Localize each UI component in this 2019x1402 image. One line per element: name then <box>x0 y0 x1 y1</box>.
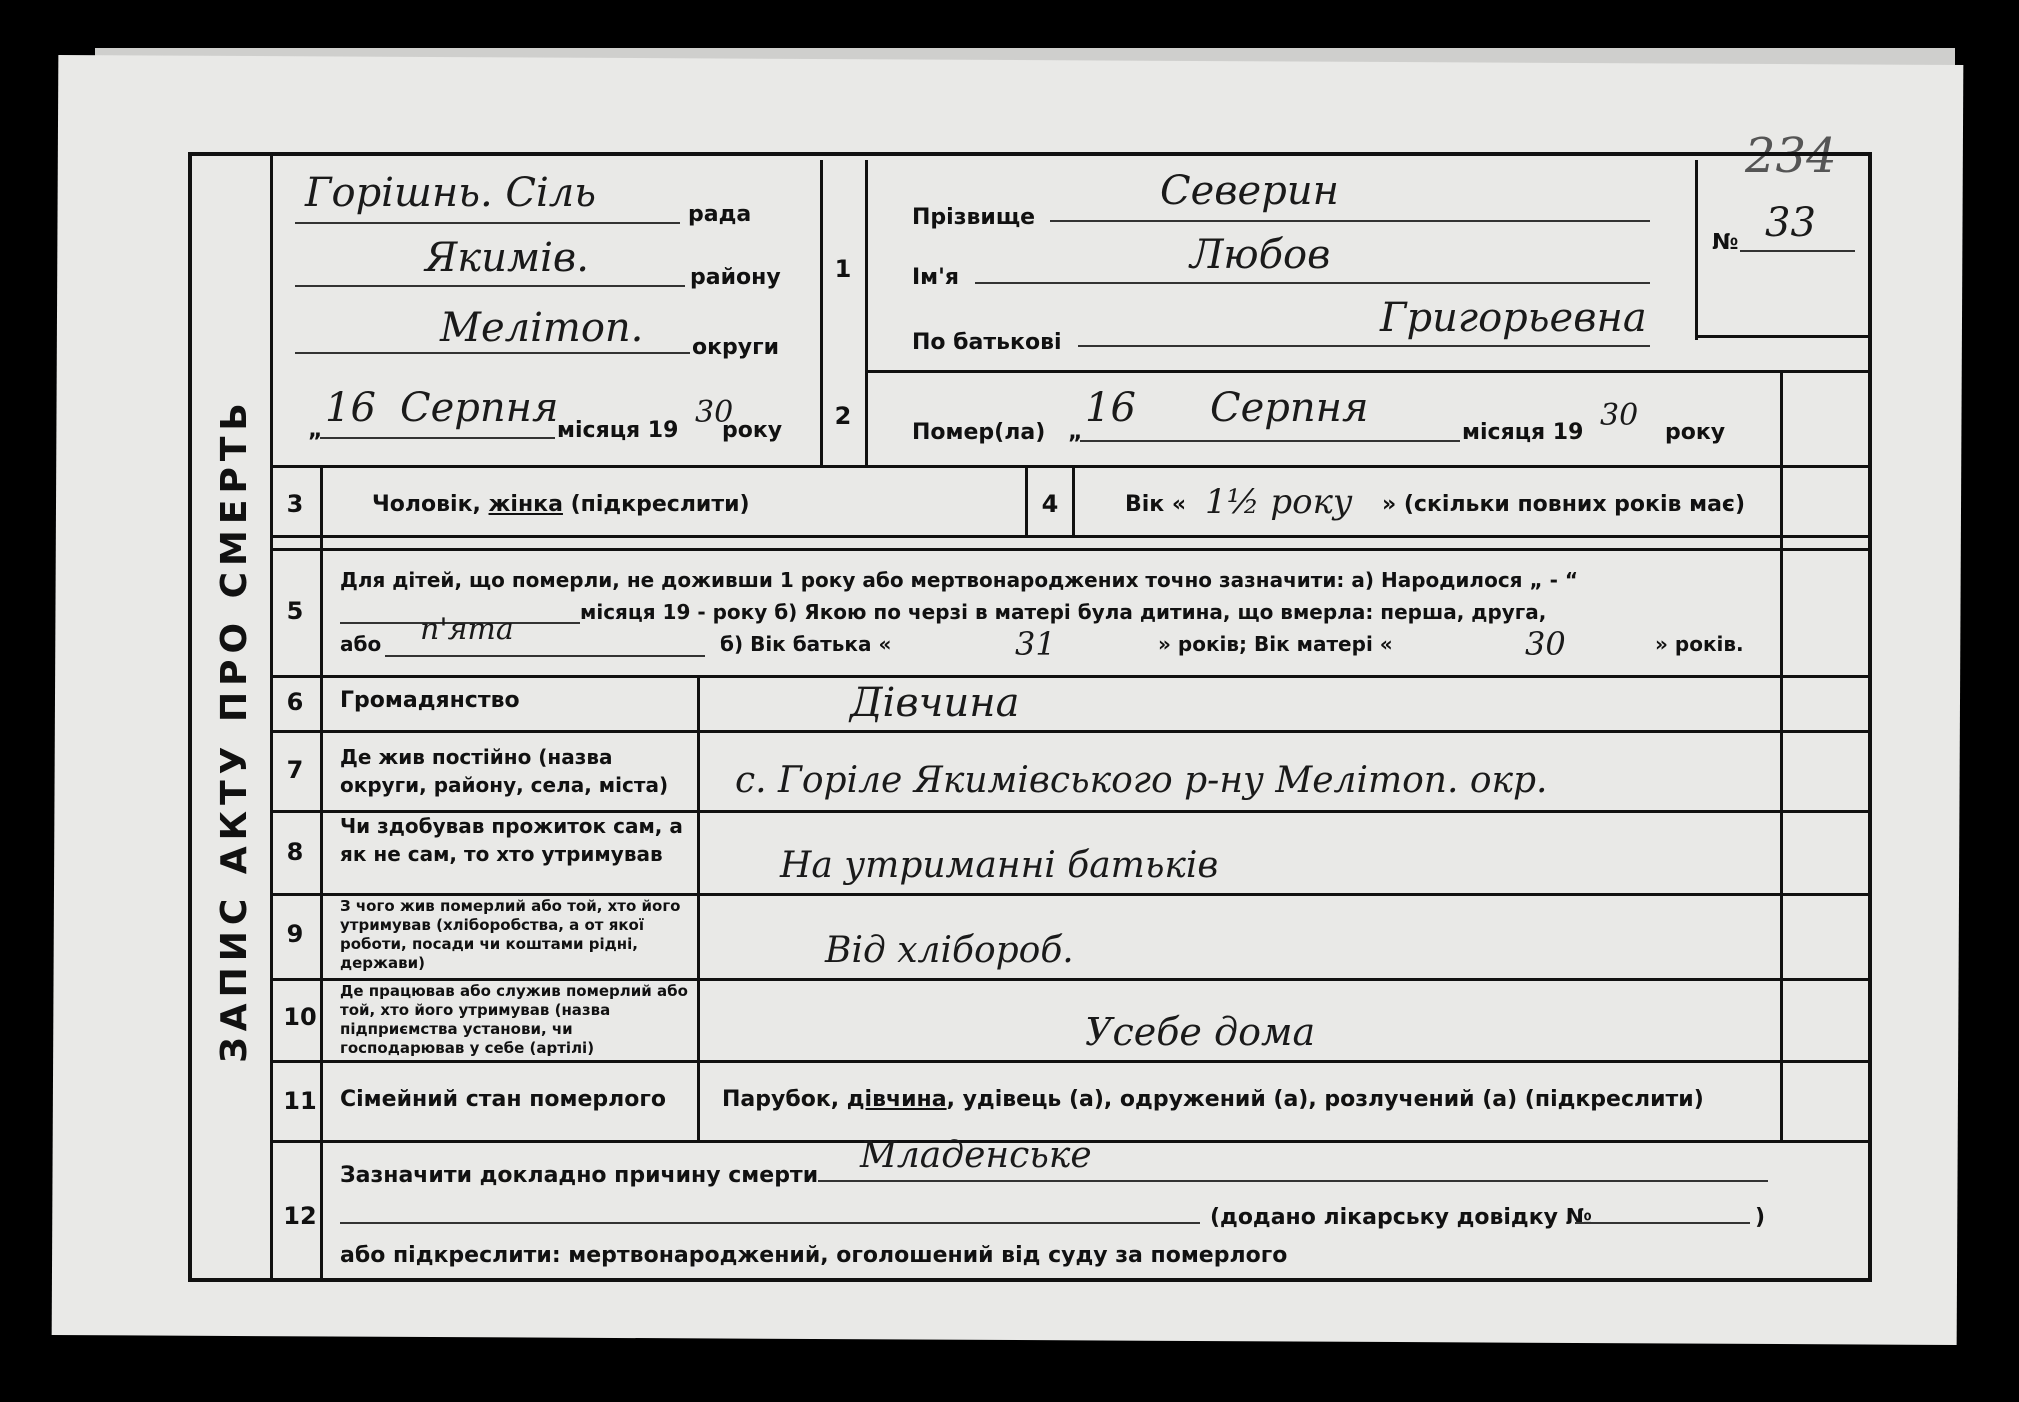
father-age-value: 31 <box>1015 625 1056 663</box>
died-open-quote: „ <box>1068 420 1083 445</box>
sex-male: Чоловік, <box>372 492 489 517</box>
surname-line <box>1050 220 1650 222</box>
sex-female-underlined: жінка <box>488 492 563 517</box>
infant-line-3a: або <box>340 632 382 656</box>
marital-rest: , удівець (а), одружений (а), розлучений (а) (підкреслити) <box>946 1087 1704 1112</box>
citizenship-label: Громадянство <box>340 688 520 713</box>
num-col-line-lower <box>320 465 323 1280</box>
patronymic-line <box>1078 345 1650 347</box>
surname-label: Прізвище <box>912 205 1036 230</box>
livelihood-value: На утриманні батьків <box>780 845 1219 886</box>
row8-bottom <box>270 893 1868 896</box>
record-no-line <box>1740 250 1855 252</box>
residence-value: с. Горіле Якимівського р-ну Мелітоп. окр. <box>735 760 1548 801</box>
date-year: 30 <box>695 395 734 430</box>
date-open-quote: „ <box>308 418 323 443</box>
died-day: 16 <box>1085 385 1136 431</box>
patronymic-label: По батькові <box>912 330 1062 355</box>
died-label: Помер(ла) <box>912 420 1046 445</box>
cause-line-2 <box>340 1222 1200 1224</box>
infant-line-1: Для дітей, що померли, не доживши 1 року або мертвонароджених точно зазначити: а) Народилося „ - “ <box>340 568 1578 592</box>
died-month-label: місяця 19 <box>1462 420 1584 445</box>
row-1-number: 1 <box>834 255 852 283</box>
archive-number: 234 <box>1745 128 1837 184</box>
income-source-value: Від хлібороб. <box>825 930 1074 971</box>
okruha-line <box>295 352 690 354</box>
marital-girl-underlined: дівчина <box>846 1087 947 1112</box>
cert-close: ) <box>1755 1205 1766 1230</box>
record-no-value: 33 <box>1765 200 1816 246</box>
okruha-value: Мелітоп. <box>440 305 644 351</box>
cause-value: Младенське <box>860 1135 1092 1176</box>
row6-bottom <box>270 730 1868 733</box>
row1-bottom <box>865 370 1868 373</box>
row-3-number: 3 <box>286 490 304 518</box>
sil-rada-value: Горішнь. Сіль <box>305 170 597 216</box>
raion-line <box>295 285 685 287</box>
citizenship-value: Дівчина <box>850 680 1020 726</box>
sex-instruction: (підкреслити) <box>562 492 750 517</box>
infant-line-2: місяця 19 - року б) Якою по черзі в матері була дитина, що вмерла: перша, друга, <box>580 600 1547 624</box>
date-line <box>320 437 555 439</box>
row-2-number: 2 <box>834 402 852 430</box>
sex-options <box>372 492 750 517</box>
date-day: 16 <box>325 385 376 431</box>
date-month-label: місяця 19 <box>557 418 679 443</box>
raion-value: Якимів. <box>425 235 589 281</box>
row-7-number: 7 <box>286 756 304 784</box>
right-margin-line <box>1780 370 1783 1140</box>
marital-bachelor: Парубок, <box>722 1087 847 1112</box>
date-month: Серпня <box>400 385 559 431</box>
row3-bottom <box>270 535 1868 538</box>
row-9-number: 9 <box>286 920 304 948</box>
row-8-number: 8 <box>286 838 304 866</box>
died-year-label: року <box>1665 420 1726 445</box>
record-no-box-line <box>1695 160 1698 340</box>
row-12-number: 12 <box>283 1202 317 1230</box>
died-month: Серпня <box>1210 385 1369 431</box>
row3-bottom-double <box>270 548 1868 551</box>
cert-line <box>1575 1222 1750 1224</box>
row5-bottom <box>270 675 1868 678</box>
name-line <box>975 282 1650 284</box>
date-year-label: року <box>722 418 783 443</box>
cert-label: (додано лікарську довідку № <box>1210 1205 1593 1230</box>
surname-value: Северин <box>1160 168 1339 214</box>
record-no-label: № <box>1712 230 1739 255</box>
sil-rada-label: рада <box>688 202 752 227</box>
income-source-label: З чого жив померлий або той, хто його утримував (хліборобства, а от якої роботи, посади чи коштами рідні, держави) <box>340 897 681 972</box>
birth-order-value: п'ята <box>420 612 514 647</box>
sil-rada-line <box>295 222 680 224</box>
document-title: ЗАПИС АКТУ ПРО СМЕРТЬ <box>214 397 255 1063</box>
row-10-number: 10 <box>283 1003 317 1031</box>
row9-bottom <box>270 978 1868 981</box>
row4-num-line <box>1072 465 1075 535</box>
workplace-label: Де працював або служив померлий або той, хто його утримував (назва підприємства установи, чи господарював у себе (артілі) <box>340 982 688 1057</box>
infant-line-3d: » років. <box>1655 632 1744 656</box>
order-line <box>385 655 705 657</box>
okruha-label: округи <box>692 335 780 360</box>
marital-label: Сімейний стан померлого <box>340 1087 666 1112</box>
died-date-line <box>1080 440 1460 442</box>
livelihood-label: Чи здобував прожиток сам, а як не сам, то хто утримував <box>340 814 683 866</box>
row-11-number: 11 <box>283 1087 317 1115</box>
raion-label: району <box>690 265 781 290</box>
row11-divider <box>697 1060 700 1140</box>
infant-line-3b: б) Вік батька « <box>720 632 892 656</box>
died-year: 30 <box>1600 398 1639 433</box>
left-column-line <box>270 152 273 1282</box>
name-value: Любов <box>1190 232 1331 278</box>
row3-4-divider <box>1025 465 1028 535</box>
cause-line <box>818 1180 1768 1182</box>
record-no-box-bottom <box>1695 335 1868 338</box>
num-col-line <box>865 160 868 465</box>
row-4-number: 4 <box>1041 490 1059 518</box>
row-6-number: 6 <box>286 688 304 716</box>
age-label-close: » (скільки повних років має) <box>1382 492 1746 517</box>
infant-line-3c: » років; Вік матері « <box>1158 632 1393 656</box>
header-bottom <box>270 465 1868 468</box>
age-value: 1½ року <box>1205 482 1353 522</box>
cause-footer: або підкреслити: мертвонароджений, оголошений від суду за померлого <box>340 1243 1288 1268</box>
age-label-open: Вік « <box>1125 492 1187 517</box>
name-label: Ім'я <box>912 265 960 290</box>
residence-label: Де жив постійно (назва округи, району, села, міста) <box>340 745 669 797</box>
mother-age-value: 30 <box>1525 625 1566 663</box>
marital-options <box>722 1087 1704 1112</box>
patronymic-value: Григорьевна <box>1380 295 1647 341</box>
cause-label: Зазначити докладно причину смерти <box>340 1163 819 1188</box>
workplace-value: Усебе дома <box>1085 1010 1316 1054</box>
row-5-number: 5 <box>286 597 304 625</box>
row10-bottom <box>270 1060 1868 1063</box>
